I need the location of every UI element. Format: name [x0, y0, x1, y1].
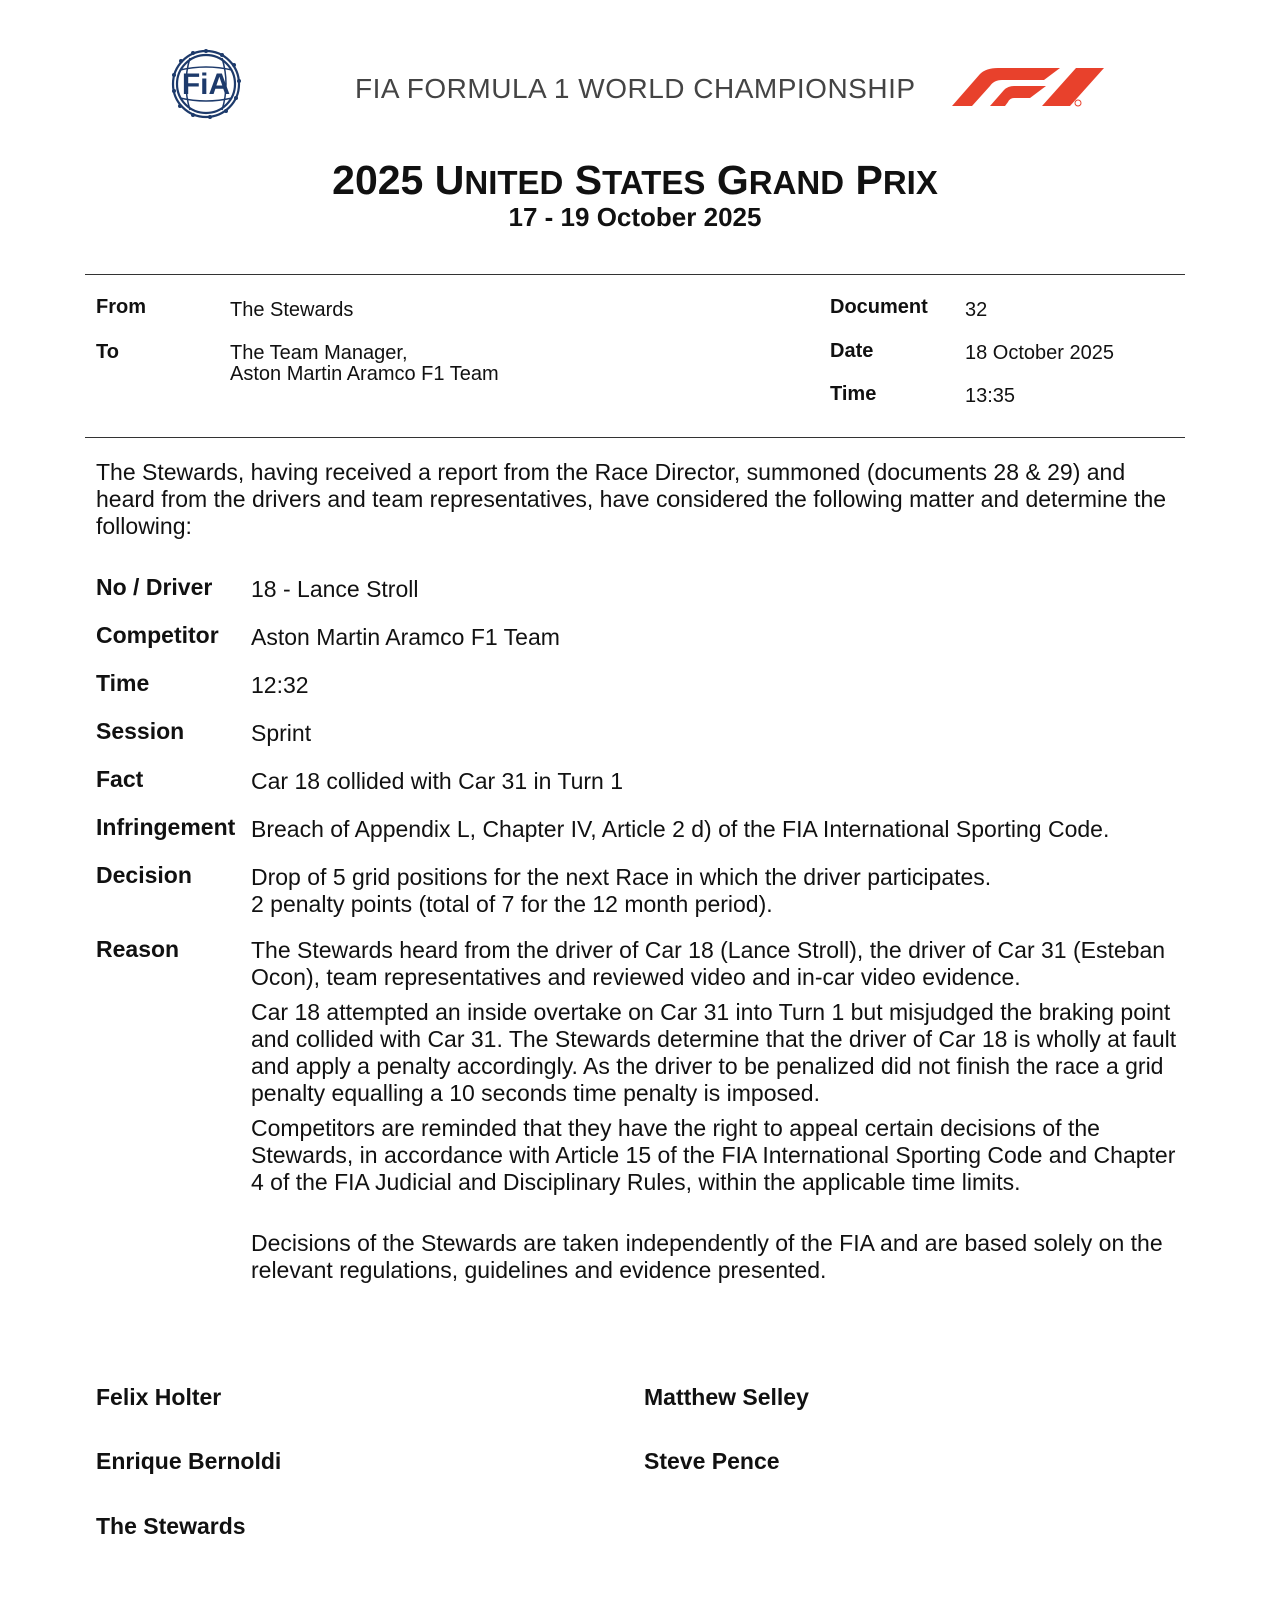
- date-value: 18 October 2025: [965, 342, 1114, 364]
- document-value: 32: [965, 299, 988, 321]
- competitor-value: Aston Martin Aramco F1 Team: [251, 624, 560, 650]
- event-name-word: STATES: [574, 157, 706, 203]
- reason-label: Reason: [96, 936, 180, 962]
- from-label: From: [96, 296, 146, 318]
- championship-title: FIA FORMULA 1 WORLD CHAMPIONSHIP: [355, 73, 916, 104]
- incident-time-value: 12:32: [251, 672, 309, 698]
- date-label: Date: [830, 340, 874, 362]
- time-value: 13:35: [965, 385, 1016, 407]
- incident-time-label: Time: [96, 670, 150, 696]
- reason-value: [251, 937, 1191, 1284]
- fact-label: Fact: [96, 766, 144, 792]
- reason-paragraph: Car 18 attempted an inside overtake on Car 31 into Turn 1 but misjudged the braking point and collided with Car 31. The Stewards determine that the driver of Car 18 is wholly at fault and apply a penalty accordingly. As the driver to be penalized did not finish the race a grid penalty equalling a 10 seconds time penalty is imposed.: [251, 999, 1177, 1106]
- event-year: 2025: [332, 157, 424, 203]
- decision-label: Decision: [96, 862, 192, 888]
- time-label: Time: [830, 383, 877, 405]
- divider: [85, 437, 1185, 438]
- session-label: Session: [96, 718, 185, 744]
- stewards-closing: The Stewards: [96, 1513, 246, 1539]
- steward-name: Felix Holter: [96, 1384, 222, 1410]
- infringement-value: Breach of Appendix L, Chapter IV, Article 2 d) of the FIA International Sporting Code.: [251, 816, 1110, 842]
- intro-paragraph: The Stewards, having received a report from the Race Director, summoned (documents 28 & 29) and heard from the drivers and team representatives, have considered the following matter and determine the following:: [96, 459, 1167, 539]
- session-value: Sprint: [251, 720, 312, 746]
- to-label: To: [96, 341, 119, 363]
- reason-paragraph: Decisions of the Stewards are taken independently of the FIA and are based solely on the relevant regulations, guidelines and evidence presented.: [251, 1230, 1163, 1283]
- fia-logo: [160, 48, 266, 120]
- decision-value: [251, 864, 1191, 918]
- document-label: Document: [830, 296, 928, 318]
- event-name-word: GRAND: [716, 157, 845, 203]
- decision-line: Drop of 5 grid positions for the next Race in which the driver participates.: [251, 864, 992, 890]
- reason-paragraph: Competitors are reminded that they have the right to appeal certain decisions of the Stewards, in accordance with Article 15 of the FIA International Sporting Code and Chapter 4 of the FIA Judicial and Disciplinary Rules, within the applicable time limits.: [251, 1115, 1176, 1195]
- driver-value: 18 - Lance Stroll: [251, 576, 419, 602]
- steward-name: Enrique Bernoldi: [96, 1448, 282, 1474]
- infringement-label: Infringement: [96, 814, 236, 840]
- decision-line: 2 penalty points (total of 7 for the 12 month period).: [251, 891, 773, 917]
- to-value-line1: The Team Manager,: [230, 342, 408, 364]
- event-title: [0, 157, 1270, 204]
- svg-text:FiA: FiA: [181, 68, 231, 101]
- fact-value: Car 18 collided with Car 31 in Turn 1: [251, 768, 624, 794]
- f1-logo: [950, 66, 1108, 108]
- to-value-line2: Aston Martin Aramco F1 Team: [230, 363, 499, 385]
- event-dates: 17 - 19 October 2025: [508, 202, 762, 232]
- reason-paragraph: The Stewards heard from the driver of Car 18 (Lance Stroll), the driver of Car 31 (Esteban Ocon), team representatives and reviewed video and in-car video evidence.: [251, 937, 1166, 990]
- steward-name: Matthew Selley: [644, 1384, 809, 1410]
- event-name-word: PRIX: [855, 157, 938, 203]
- event-name-word: UNITED: [434, 157, 564, 203]
- steward-name: Steve Pence: [644, 1448, 780, 1474]
- competitor-label: Competitor: [96, 622, 219, 648]
- from-value: The Stewards: [230, 299, 354, 321]
- driver-label: No / Driver: [96, 574, 213, 600]
- divider: [85, 274, 1185, 275]
